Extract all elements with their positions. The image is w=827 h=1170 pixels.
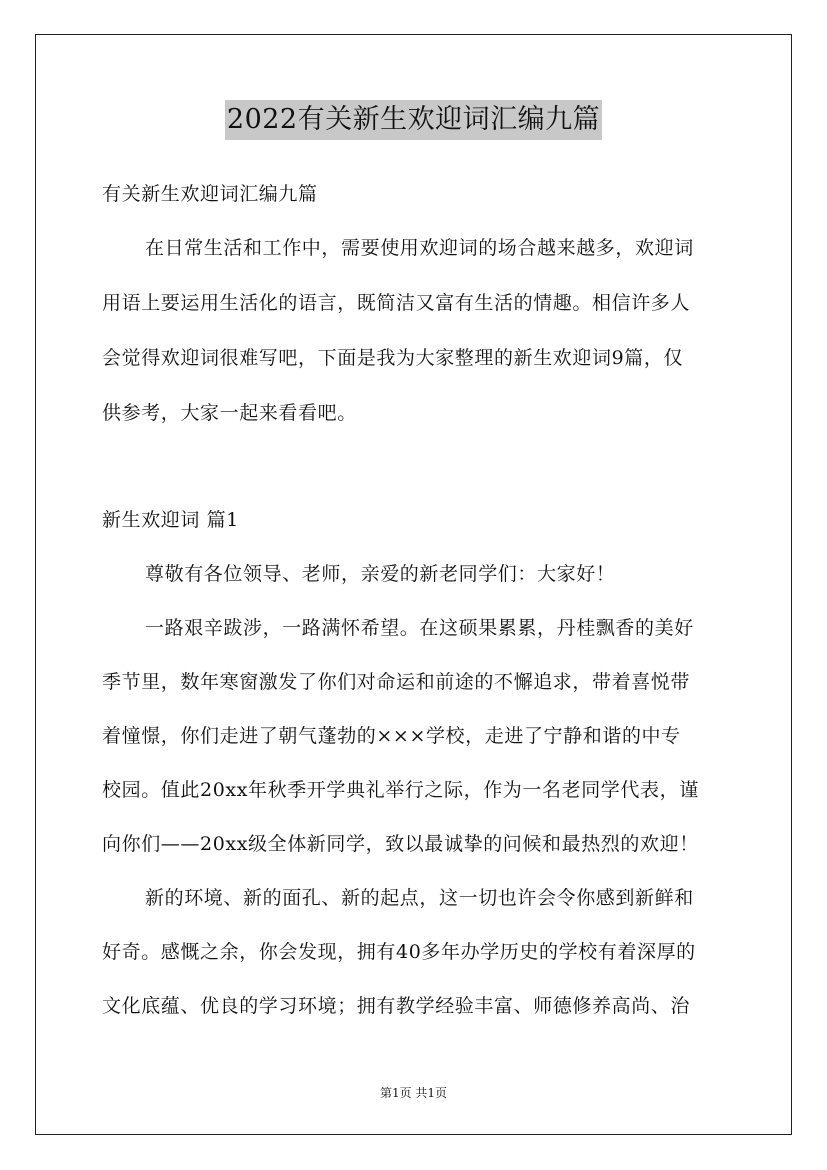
paragraph-line: 一路艰辛跋涉，一路满怀希望。在这硕果累累，丹桂飘香的美好 (145, 617, 694, 639)
title-container (0, 100, 827, 140)
paragraph-line: 好奇。感慨之余，你会发现，拥有40多年办学历史的学校有着深厚的 (102, 941, 696, 963)
intro-line: 用语上要运用生活化的语言，既简洁又富有生活的情趣。相信许多人 (102, 292, 691, 314)
document-subtitle: 有关新生欢迎词汇编九篇 (102, 183, 318, 205)
paragraph-line: 着憧憬，你们走进了朝气蓬勃的×××学校，走进了宁静和谐的中专 (102, 725, 681, 747)
paragraph-line: 文化底蕴、优良的学习环境；拥有教学经验丰富、师德修养高尚、治 (102, 995, 691, 1017)
section-heading: 新生欢迎词 篇1 (102, 509, 239, 531)
intro-line: 在日常生活和工作中，需要使用欢迎词的场合越来越多，欢迎词 (145, 237, 694, 259)
paragraph-line: 向你们——20xx级全体新同学，致以最诚挚的问候和最热烈的欢迎！ (102, 833, 699, 855)
paragraph-line: 校园。值此20xx年秋季开学典礼举行之际，作为一名老同学代表，谨 (102, 779, 699, 801)
page-footer: 第1页 共1页 (379, 1086, 448, 1100)
document-title: 2022有关新生欢迎词汇编九篇 (225, 100, 602, 140)
paragraph-line: 季节里，数年寒窗激发了你们对命运和前途的不懈追求，带着喜悦带 (102, 671, 691, 693)
paragraph-line: 新的环境、新的面孔、新的起点，这一切也许会令你感到新鲜和 (145, 887, 694, 909)
intro-line: 会觉得欢迎词很难写吧，下面是我为大家整理的新生欢迎词9篇，仅 (102, 347, 684, 369)
salutation: 尊敬有各位领导、老师，亲爱的新老同学们：大家好！ (145, 563, 616, 585)
intro-line: 供参考，大家一起来看看吧。 (102, 402, 357, 424)
